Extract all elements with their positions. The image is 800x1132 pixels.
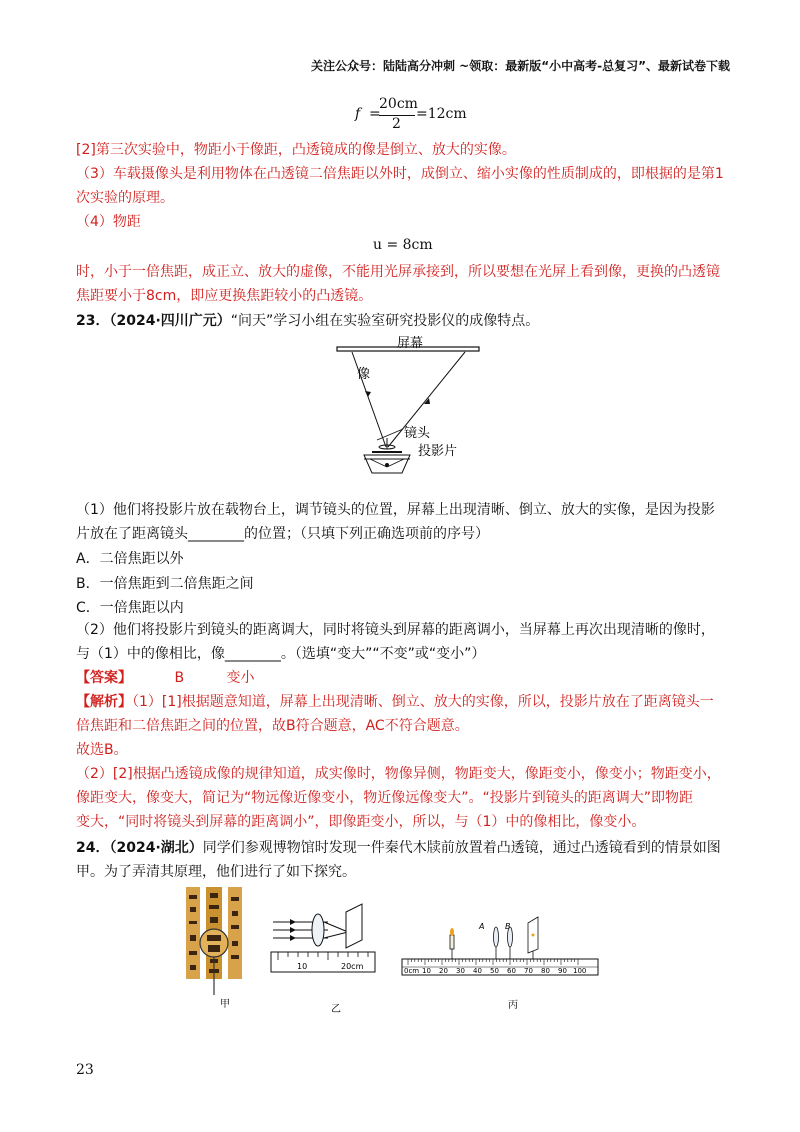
- page-header: 关注公众号：陆陆高分冲刺 ~领取：最新版“小中高考-总复习”、最新试卷下载: [311, 59, 730, 73]
- ruler-yi-label-10: 10: [297, 962, 308, 971]
- bench-label-40: 40: [473, 967, 482, 975]
- label-b: B: [505, 922, 511, 931]
- label-yi: 乙: [331, 1004, 341, 1015]
- q22-line-1: [2]第三次实验中，物距小于像距，凸透镜成的像是倒立、放大的实像。: [76, 142, 516, 158]
- label-slide: 投影片: [418, 444, 458, 459]
- q22-line-4: （4）物距: [76, 214, 141, 230]
- analysis-line-2: 倍焦距和二倍焦距之间的位置，故B符合题意，AC不符合题意。: [76, 718, 469, 734]
- lamp-bulb: [385, 463, 389, 467]
- ray-left-arrow: [365, 391, 371, 397]
- q23-p2-line-1: （2）他们将投影片到镜头的距离调大，同时将镜头到屏幕的距离调小，当屏幕上再次出现清晰的像时，: [76, 622, 715, 638]
- candle: [450, 935, 454, 949]
- formula-numerator: 20cm: [379, 96, 418, 112]
- focal-length-formula: [355, 96, 475, 136]
- analysis-line-5: 像距变大，像变大，简记为“物远像近像变小，物近像远像变大”。“投影片到镜头的距离调大”即物距: [76, 790, 694, 806]
- q22-line-5: 时，小于一倍焦距，成正立、放大的虚像，不能用光屏承接到，所以要想在光屏上看到像，更换的凸透镜: [76, 264, 720, 280]
- analysis-line-3: 故选B。: [76, 742, 128, 758]
- figure-bing: [398, 905, 600, 1015]
- bench-label-60: 60: [507, 967, 516, 975]
- label-lens: 镜头: [404, 426, 431, 441]
- formula-denominator: 2: [392, 116, 401, 132]
- slide-line-right: [387, 459, 404, 467]
- bench-label-90: 90: [558, 967, 567, 975]
- magnifier-lens: [200, 929, 228, 957]
- q23-p1-line-2: 片放在了距离镜头________的位置；（只填下列正确选项前的序号）: [76, 526, 489, 542]
- q24-title: [76, 838, 721, 858]
- ray-1-arrow: [290, 919, 296, 925]
- q24-number: 24．（2024·湖北）: [76, 840, 203, 856]
- q22-line-2: （3）车载摄像头是利用物体在凸透镜二倍焦距以外时，成倒立、缩小实像的性质制成的，即根据的是第1: [76, 166, 724, 182]
- lens-leader: [377, 429, 403, 440]
- q23-number: 23．（2024·四川广元）: [76, 313, 231, 329]
- bench-label-0cm: 0cm: [404, 967, 420, 975]
- option-a: A．二倍焦距以外: [76, 551, 184, 567]
- analysis-line-6: 变大，“同时将镜头到屏幕的距离调小”，即像距变小，所以，与（1）中的像相比，像变小。: [76, 814, 646, 830]
- bench-label-80: 80: [541, 967, 550, 975]
- object-distance-formula: u = 8cm: [373, 237, 433, 253]
- figure-jia: [180, 885, 250, 1010]
- formula-symbol-f: f: [355, 106, 361, 122]
- magnified-character-1: [207, 935, 221, 941]
- answer-1: B: [174, 670, 185, 686]
- label-screen: 屏幕: [397, 336, 424, 351]
- q23-answer: [76, 668, 255, 688]
- bench-label-30: 30: [456, 967, 465, 975]
- q23-title-text: “问天”学习小组在实验室研究投影仪的成像特点。: [230, 313, 540, 329]
- analysis-label: 【解析】: [76, 694, 132, 710]
- light-screen: [346, 904, 362, 948]
- converge-2: [324, 932, 348, 938]
- q22-line-3: 次实验的原理。: [76, 190, 174, 206]
- bench-label-70: 70: [524, 967, 533, 975]
- label-bing: 丙: [508, 1000, 518, 1011]
- bench-label-20: 20: [439, 967, 448, 975]
- projector-diagram: [330, 335, 490, 495]
- ray-3-arrow: [290, 935, 296, 941]
- answer-label: 【答案】: [76, 670, 132, 686]
- analysis-line-4: （2）[2]根据凸透镜成像的规律知道，成实像时，物像异侧，物距变大，像距变小，像变小；物距变小，: [76, 766, 721, 782]
- q23-title: [76, 311, 539, 331]
- answer-2: 变小: [226, 670, 255, 686]
- ray-2-arrow: [290, 927, 296, 933]
- q22-line-6: 焦距要小于8cm，即应更换焦距较小的凸透镜。: [76, 288, 373, 304]
- option-b: B．一倍焦距到二倍焦距之间: [76, 576, 254, 592]
- magnified-character-2: [208, 945, 220, 952]
- page-number: 23: [76, 1062, 94, 1078]
- screen-image-dot: [532, 934, 535, 937]
- q23-p1-line-1: （1）他们将投影片放在载物台上，调节镜头的位置，屏幕上出现清晰、倒立、放大的实像，是因为投影: [76, 502, 715, 518]
- ruler-yi-label-20: 20cm: [341, 962, 364, 971]
- analysis-line-1: [76, 692, 714, 712]
- figure-yi: [268, 900, 383, 1015]
- label-jia: 甲: [220, 999, 230, 1010]
- q24-title-line-2: 甲。为了弄清其原理，他们进行了如下探究。: [76, 864, 356, 880]
- bench-label-10: 10: [422, 967, 431, 975]
- bench-label-100: 100: [573, 967, 587, 975]
- q24-title-text-1: 同学们参观博物馆时发现一件秦代木牍前放置着凸透镜，通过凸透镜看到的情景如图: [202, 840, 721, 856]
- formula-equals: =: [369, 106, 381, 122]
- analysis-text-1: （1）[1]根据题意知道，屏幕上出现清晰、倒立、放大的实像，所以，投影片放在了距离镜头一: [132, 694, 714, 710]
- candle-flame: [450, 928, 454, 936]
- bench-label-50: 50: [490, 967, 499, 975]
- formula-result: =12cm: [416, 106, 467, 122]
- label-image: 像: [357, 367, 371, 382]
- q23-p2-line-2: 与（1）中的像相比，像________。（选填“变大”“不变”或“变小”）: [76, 646, 486, 662]
- option-c: C．一倍焦距以内: [76, 600, 184, 616]
- lens-a: [494, 927, 499, 947]
- label-a: A: [479, 922, 485, 931]
- slide-line-left: [370, 459, 387, 467]
- bench-holders: [452, 947, 533, 959]
- convex-lens: [312, 914, 324, 946]
